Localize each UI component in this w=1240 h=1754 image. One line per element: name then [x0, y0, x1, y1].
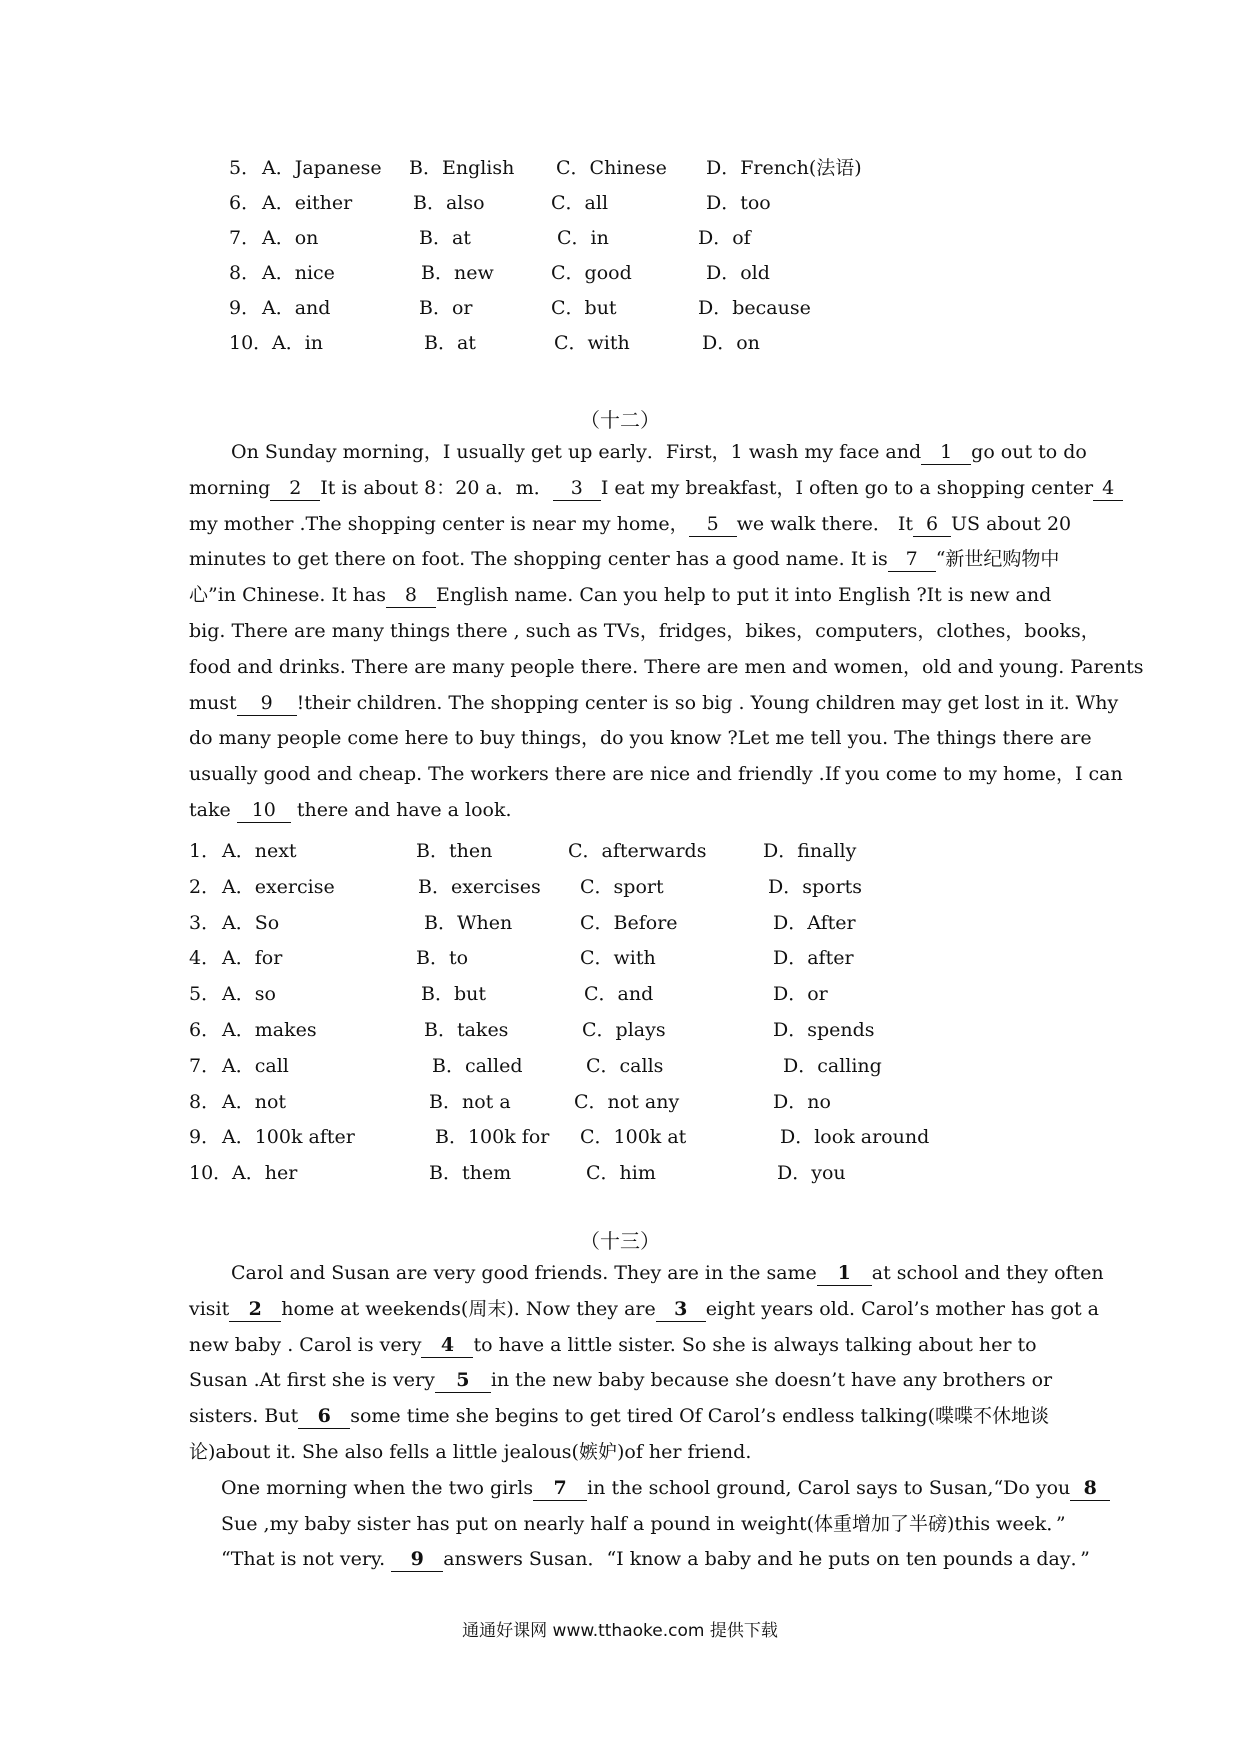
option-b: B．at	[424, 332, 476, 354]
option-a: A．nice	[262, 262, 335, 284]
option-d: D．of	[698, 227, 751, 249]
question-number: 6．	[229, 192, 261, 214]
blank-8[interactable]: 8	[1070, 1476, 1110, 1501]
blank-6[interactable]: 6	[298, 1404, 350, 1429]
option-b: B．also	[413, 192, 485, 214]
option-row: 5． A．so B．but C．and D．or	[189, 983, 828, 1006]
option-row: 3． A．So B．When C．Before D．After	[189, 911, 856, 934]
option-c: C．but	[551, 297, 617, 319]
option-row	[0, 150, 1240, 186]
option-row: 7． A．call B．called C．calls D．calling	[189, 1054, 882, 1077]
option-d: D．on	[702, 332, 760, 354]
option-c: C．all	[551, 192, 609, 214]
section-13-title: （十三）	[580, 1229, 660, 1253]
option-b: B．English	[409, 157, 515, 179]
blank-1[interactable]: 1	[817, 1261, 872, 1286]
blank-7[interactable]: 7	[533, 1476, 587, 1501]
option-row	[0, 325, 1240, 361]
option-row	[0, 185, 1240, 221]
blank-3[interactable]: 3	[656, 1297, 706, 1322]
option-row	[0, 220, 1240, 256]
blank-3[interactable]: 3	[553, 476, 601, 501]
question-number: 9．	[229, 297, 261, 319]
blank-7[interactable]: 7	[888, 547, 936, 572]
option-row: 1． A．next B．then C．afterwards D．finally	[189, 840, 857, 862]
section-13-passage: Carol and Susan are very good friends. They are in the same 1 at school and they often visit 2 home at weekends(周末). Now they are 3 eight years old. Carol’s mother has got a new baby . Carol is very 4 to have a little sister. So she is always talking about her to Susan .At first she is very 5 in the new baby because she doesn’t have any brothers or sisters. But 6 some time she begins to get tired Of Carol’s endless talking(喋喋不休地谈 论)about it. She also fells a little jealous(嫉妒)of her friend. One morning when the two girls 7 in the school ground, Carol says to Susan,“Do you 8 Sue ,my baby sister has put on nearly half a pound in weight(体重增加了半磅)this week．” “That is not very. 9 answers Susan．“I know a baby and he puts on ten pounds a day．”	[189, 1256, 1059, 1578]
option-d: D．too	[706, 192, 771, 214]
section-12-title: （十二）	[580, 408, 660, 432]
option-a: A．either	[262, 192, 353, 214]
option-row: 9． A．100k after B．100k for C．100k at D．look around	[189, 1126, 930, 1149]
option-c: C．Chinese	[556, 157, 667, 179]
option-b: B．or	[419, 297, 473, 319]
option-c: C．in	[557, 227, 609, 249]
option-a: A．in	[272, 332, 324, 354]
option-row: 2． A．exercise B．exercises C．sport D．sports	[189, 875, 863, 898]
option-row	[0, 290, 1240, 326]
option-c: C．good	[551, 262, 632, 284]
option-row: 8． A．not B．not a C．not any D．no	[189, 1090, 831, 1113]
question-number: 10．	[229, 332, 273, 354]
option-a: A．and	[262, 297, 331, 319]
blank-9[interactable]: 9	[237, 691, 297, 716]
blank-2[interactable]: 2	[270, 476, 320, 501]
question-number: 7．	[229, 227, 261, 249]
option-b: B．new	[421, 262, 494, 284]
option-c: C．with	[554, 332, 630, 354]
blank-2[interactable]: 2	[229, 1297, 281, 1322]
option-d: D．French(法语)	[706, 157, 862, 179]
option-d: D．because	[698, 297, 811, 319]
option-d: D．old	[706, 262, 770, 284]
blank-9[interactable]: 9	[391, 1547, 443, 1572]
blank-8[interactable]: 8	[386, 583, 436, 608]
blank-5[interactable]: 5	[435, 1368, 491, 1393]
blank-6[interactable]: 6	[913, 512, 951, 537]
option-b: B．at	[419, 227, 471, 249]
section-12-passage: On Sunday morning，I usually get up early．First，1 wash my face and 1 go out to do morning 2 It is about 8：20 a．m． 3 I eat my breakfast，I often go to a shopping center 4 my mother .The shopping center is near my home， 5 we walk there． It 6 US about 20 minutes to get there on foot. The shopping center has a good name. It is 7 “新世纪购物中 心”in Chinese. It has 8 English name. Can you help to put it into English ?It is new and big. There are many things there , such as TVs，fridges，bikes，computers，clothes，books， food and drinks. There are many people there. There are men and women，old and young. Parents must 9 !their children. The shopping center is so big . Young children may get lost in it. Why do many people come here to buy things，do you know ?Let me tell you. The things there are usually good and cheap. The workers there are nice and friendly .If you come to my home，I can take 10 there and have a look.	[189, 441, 1144, 821]
blank-5[interactable]: 5	[689, 512, 737, 537]
blank-4[interactable]: 4	[421, 1333, 473, 1358]
option-a: A．on	[262, 227, 319, 249]
option-a: A．Japanese	[262, 157, 382, 179]
blank-1[interactable]: 1	[921, 440, 971, 465]
option-row: 10． A．her B．them C．him D．you	[189, 1162, 846, 1185]
option-row: 4． A．for B．to C．with D．after	[189, 947, 854, 970]
blank-4[interactable]: 4	[1093, 476, 1123, 501]
question-number: 8．	[229, 262, 261, 284]
option-row: 6． A．makes B．takes C．plays D．spends	[189, 1019, 875, 1041]
footer-source: 通通好课网 www.tthaoke.com 提供下载	[462, 1621, 778, 1641]
blank-10[interactable]: 10	[237, 798, 291, 823]
question-number: 5．	[229, 157, 261, 179]
option-row	[0, 255, 1240, 291]
